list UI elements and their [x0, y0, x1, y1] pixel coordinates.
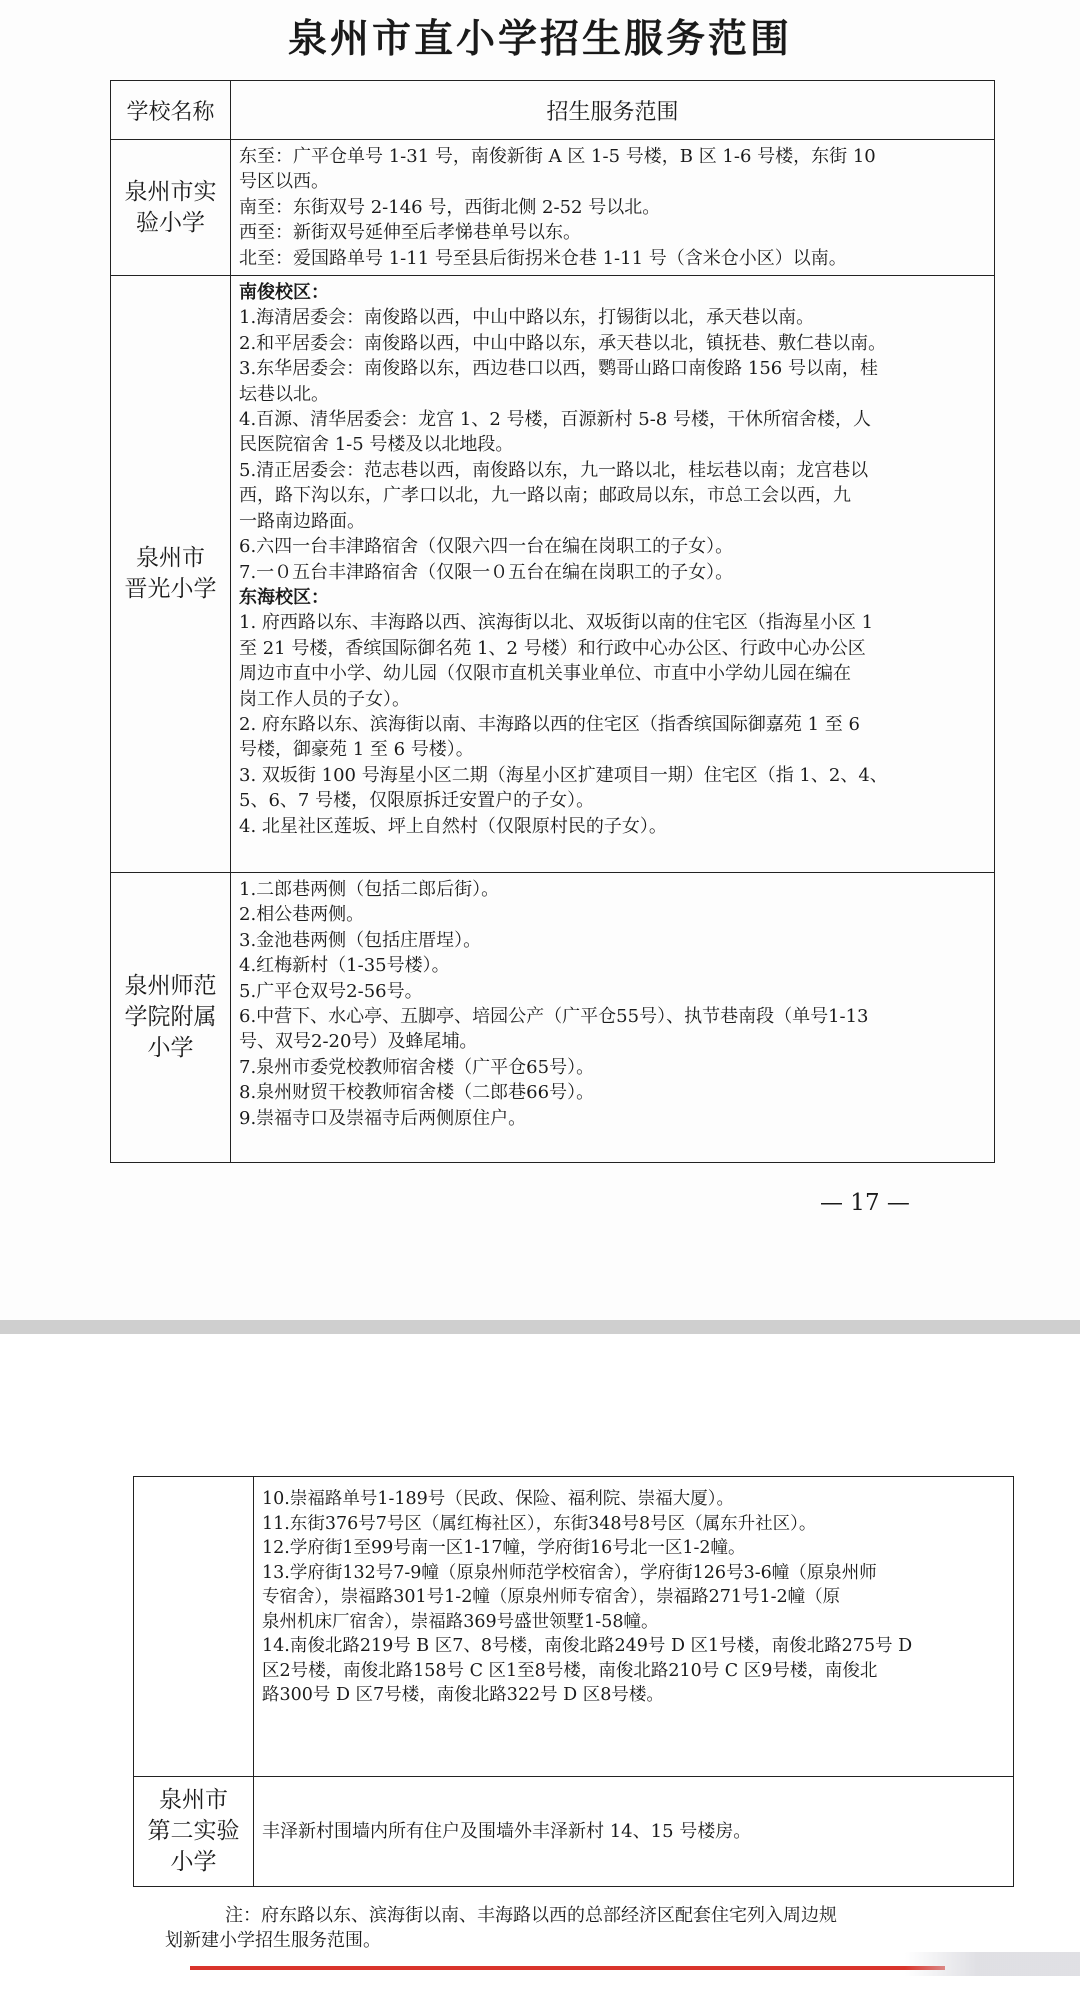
scope-line: 岗工作人员的子女）。 [239, 688, 410, 710]
second-school-scope: 丰泽新村围墙内所有住户及围墙外丰泽新村 14、15 号楼房。 [262, 1820, 752, 1842]
scope-line: 号楼，御豪苑 1 至 6 号楼）。 [239, 739, 474, 761]
scope-line: 南俊校区： [239, 282, 329, 304]
table-row [134, 1477, 1014, 1777]
scope-line: 2.相公巷两侧。 [239, 904, 365, 926]
scope-line: 9.崇福寺口及崇福寺后两侧原住户。 [239, 1107, 527, 1129]
school-name-cell [134, 1777, 254, 1887]
service-scope-cell [231, 140, 995, 276]
scope-line: 4.百源、清华居委会：龙宫 1、2 号楼，百源新村 5-8 号楼，干休所宿舍楼，人 [239, 409, 871, 431]
header-school-name: 学校名称 [111, 81, 231, 140]
scope-line: 路300号 D 区7号楼，南俊北路322号 D 区8号楼。 [262, 1685, 664, 1705]
scope-line: 6.中营下、水心亭、五脚亭、培园公产（广平仓55号）、执节巷南段（单号1-13 [239, 1006, 869, 1028]
scope-line: 5、6、7 号楼，仅限原拆迁安置户的子女）。 [239, 790, 595, 812]
school-name-line: 学院附属 [124, 1004, 217, 1031]
scope-line: 10.崇福路单号1-189号（民政、保险、福利院、崇福大厦）。 [262, 1489, 735, 1509]
scope-line: 13.学府街132号7-9幢（原泉州师范学校宿舍），学府街126号3-6幢（原泉州师 [262, 1562, 877, 1583]
scope-line: 东海校区： [239, 586, 329, 608]
school-name-cell [111, 873, 231, 1163]
scope-line: 西至：新街双号延伸至后孝悌巷单号以东。 [239, 222, 581, 244]
school-name-line: 泉州市 [136, 545, 205, 572]
scope-line: 一路南边路面。 [239, 510, 365, 532]
scope-line: 3. 双坂街 100 号海星小区二期（海星小区扩建项目一期）住宅区（指 1、2、4、 [239, 764, 888, 786]
scope-line: 坛巷以北。 [239, 383, 329, 405]
scope-line: 6.六四一台丰津路宿舍（仅限六四一台在编在岗职工的子女）。 [239, 536, 734, 558]
scope-line: 南至：东街双号 2-146 号，西街北侧 2-52 号以北。 [239, 196, 661, 218]
school-name-line: 泉州市 [159, 1787, 228, 1813]
scope-line: 西，路下沟以东，广孝口以北，九一路以南；邮政局以东，市总工会以西，九 [239, 485, 851, 507]
school-name-line: 晋光小学 [124, 576, 217, 603]
scope-line: 区2号楼，南俊北路158号 C 区1至8号楼，南俊北路210号 C 区9号楼，南俊北 [262, 1660, 878, 1681]
scope-line: 号、双号2-20号）及蜂尾埔。 [239, 1031, 478, 1053]
school-name-line: 泉州市实 [124, 178, 217, 205]
scope-line: 8.泉州财贸干校教师宿舍楼（二郎巷66号）。 [239, 1082, 595, 1104]
red-underline [190, 1966, 945, 1970]
scope-line: 民医院宿舍 1-5 号楼及以北地段。 [239, 434, 514, 456]
school-name-cell [111, 276, 231, 873]
school-name-line: 小学 [170, 1849, 217, 1875]
scope-line: 5.广平仓双号2-56号。 [239, 980, 423, 1002]
footnote [165, 1903, 985, 1953]
scope-line: 11.东街376号7号区（属红梅社区），东街348号8号区（属东升社区）。 [262, 1513, 817, 1534]
scope-line: 7.泉州市委党校教师宿舍楼（广平仓65号）。 [239, 1056, 595, 1078]
table-row [111, 873, 995, 1163]
footnote-line: 划新建小学招生服务范围。 [165, 1930, 381, 1951]
enrollment-table [110, 80, 995, 1163]
table-row [111, 140, 995, 276]
page-number: — 17 — [820, 1190, 910, 1216]
scope-line: 北至：爱国路单号 1-11 号至县后街拐米仓巷 1-11 号（含米仓小区）以南。 [239, 247, 847, 269]
service-scope-cell [231, 276, 995, 873]
scope-line: 2. 府东路以东、滨海街以南、丰海路以西的住宅区（指香缤国际御嘉苑 1 至 6 [239, 713, 860, 735]
school-name-cell [111, 140, 231, 276]
school-name-line: 小学 [147, 1035, 194, 1062]
page-separator [0, 1320, 1080, 1334]
scope-line: 3.金池巷两侧（包括庄厝埕）。 [239, 929, 482, 951]
table-row [111, 276, 995, 873]
service-scope-cell [254, 1777, 1014, 1887]
scope-line: 专宿舍），崇福路301号1-2幢（原泉州师专宿舍），崇福路271号1-2幢（原 [262, 1587, 841, 1607]
scope-line: 周边市直中小学、幼儿园（仅限市直机关事业单位、市直中小学幼儿园在编在 [239, 663, 851, 685]
school-name-line: 第二实验 [147, 1818, 240, 1844]
scope-line: 1.二郎巷两侧（包括二郎后街）。 [239, 879, 500, 901]
scope-line: 2.和平居委会：南俊路以西，中山中路以东，承天巷以北，镇抚巷、敷仁巷以南。 [239, 332, 887, 354]
scope-line: 12.学府街1至99号南一区1-17幢，学府街16号北一区1-2幢。 [262, 1538, 746, 1558]
school-name-line: 泉州师范 [124, 973, 217, 1000]
scope-line: 3.东华居委会：南俊路以东，西边巷口以西，鹦哥山路口南俊路 156 号以南，桂 [239, 358, 878, 380]
scope-line: 至 21 号楼，香缤国际御名苑 1、2 号楼）和行政中心办公区、行政中心办公区 [239, 637, 866, 659]
enrollment-table-continued [133, 1476, 1014, 1887]
page-title: 泉州市直小学招生服务范围 [287, 17, 792, 62]
table-row [134, 1777, 1014, 1887]
scope-line: 5.清正居委会：范志巷以西，南俊路以东，九一路以北，桂坛巷以南；龙宫巷以 [239, 459, 869, 481]
scope-line: 1. 府西路以东、丰海路以西、滨海街以北、双坂街以南的住宅区（指海星小区 1 [239, 612, 874, 634]
scope-line: 4.红梅新村（1-35号楼）。 [239, 955, 450, 977]
scope-line: 泉州机床厂宿舍），崇福路369号盛世领墅1-58幢。 [262, 1611, 659, 1632]
service-scope-cell [254, 1477, 1014, 1777]
scope-line: 1.海清居委会：南俊路以西，中山中路以东，打锡街以北，承天巷以南。 [239, 307, 815, 329]
footnote-line: 注：府东路以东、滨海街以南、丰海路以西的总部经济区配套住宅列入周边规 [225, 1905, 837, 1926]
service-scope-cell [231, 873, 995, 1163]
school-name-line: 验小学 [136, 209, 205, 236]
school-name-cell [134, 1477, 254, 1777]
scope-line: 7.一０五台丰津路宿舍（仅限一０五台在编在岗职工的子女）。 [239, 561, 734, 583]
header-service-scope: 招生服务范围 [231, 81, 995, 140]
scope-line: 号区以西。 [239, 171, 329, 193]
table-header-row [111, 81, 995, 140]
watermark [905, 1952, 1080, 1976]
scope-line: 4. 北星社区莲坂、坪上自然村（仅限原村民的子女）。 [239, 815, 667, 837]
scope-line: 14.南俊北路219号 B 区7、8号楼，南俊北路249号 D 区1号楼，南俊北路275号 D [262, 1636, 913, 1656]
scope-line: 东至：广平仓单号 1-31 号，南俊新街 A 区 1-5 号楼，B 区 1-6 号楼，东街 10 [239, 146, 876, 167]
